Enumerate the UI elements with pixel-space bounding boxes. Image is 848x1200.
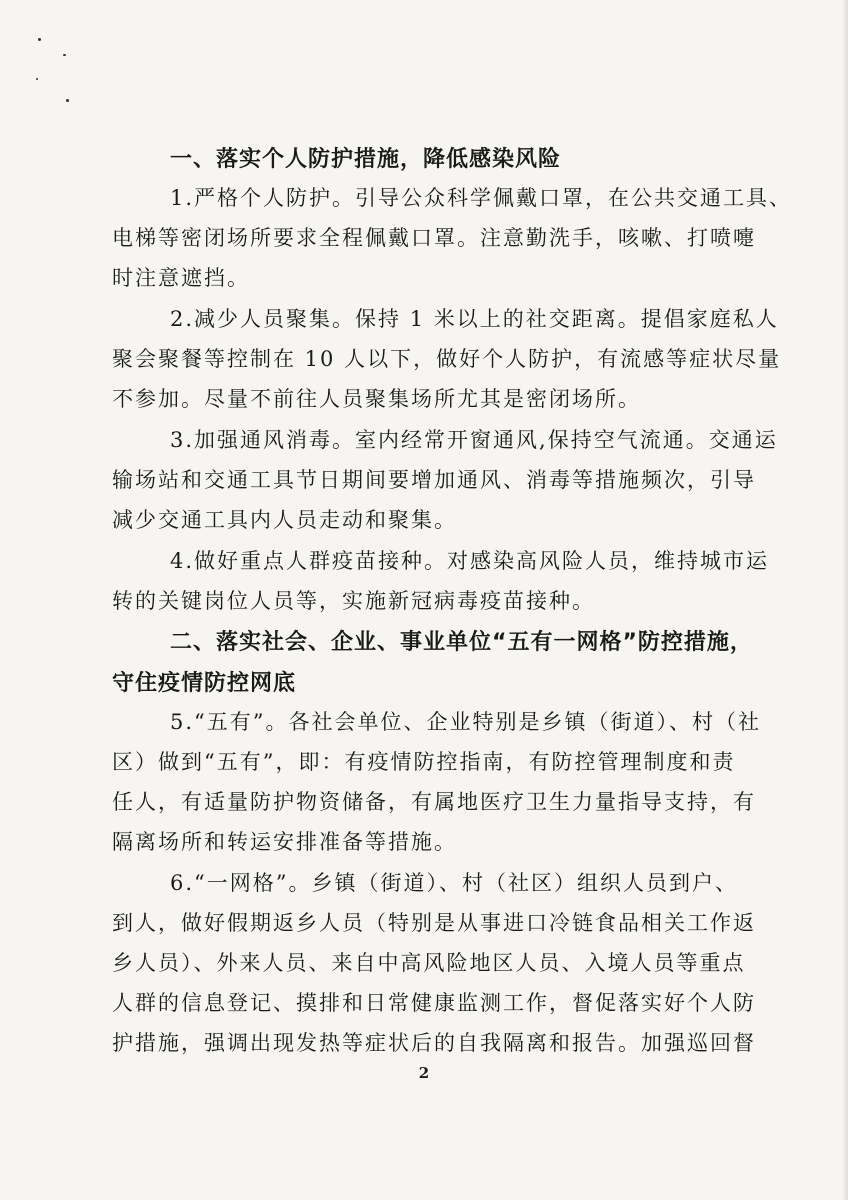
section-heading-1: 一、落实个人防护措施，降低感染风险	[170, 147, 562, 172]
section-heading-2-line-1: 二、落实社会、企业、事业单位“五有一网格”防控措施，	[170, 630, 753, 655]
paragraph-6-line-1: 6.“一网格”。乡镇（街道）、村（社区）组织人员到户、	[170, 871, 739, 895]
paragraph-1-line-3: 时注意遮挡。	[112, 266, 250, 290]
paragraph-5-line-1: 5.“五有”。各社会单位、企业特别是乡镇（街道）、村（社	[170, 710, 762, 734]
paragraph-6-line-4: 人群的信息登记、摸排和日常健康监测工作，督促落实好个人防	[112, 991, 756, 1015]
paragraph-2-line-3: 不参加。尽量不前往人员聚集场所尤其是密闭场所。	[112, 387, 641, 411]
page-number: 2	[418, 1064, 430, 1082]
paragraph-1-line-1: 1.严格个人防护。引导公众科学佩戴口罩，在公共交通工具、	[170, 186, 793, 210]
paragraph-3-line-2: 输场站和交通工具节日期间要增加通风、消毒等措施频次，引导	[112, 468, 756, 492]
scan-speck	[38, 38, 41, 41]
paragraph-6-line-2: 到人，做好假期返乡人员（特别是从事进口冷链食品相关工作返	[112, 911, 756, 935]
paragraph-4-line-1: 4.做好重点人群疫苗接种。对感染高风险人员，维持城市运	[170, 549, 770, 573]
scan-speck	[66, 99, 69, 102]
paragraph-4-line-2: 转的关键岗位人员等，实施新冠病毒疫苗接种。	[112, 589, 595, 613]
paragraph-3-line-3: 减少交通工具内人员走动和聚集。	[112, 508, 457, 532]
paragraph-5-line-2: 区）做到“五有”，即：有疫情防控指南，有防控管理制度和责	[112, 750, 736, 774]
scan-speck	[36, 78, 38, 80]
paragraph-2-line-2: 聚会聚餐等控制在 10 人以下，做好个人防护，有流感等症状尽量	[112, 347, 782, 371]
paragraph-5-line-4: 隔离场所和转运安排准备等措施。	[112, 830, 457, 854]
paragraph-3-line-1: 3.加强通风消毒。室内经常开窗通风,保持空气流通。交通运	[170, 428, 778, 452]
paragraph-2-line-1: 2.减少人员聚集。保持 1 米以上的社交距离。提倡家庭私人	[170, 307, 779, 331]
paragraph-5-line-3: 任人，有适量防护物资储备，有属地医疗卫生力量指导支持，有	[112, 790, 756, 814]
paragraph-1-line-2: 电梯等密闭场所要求全程佩戴口罩。注意勤洗手，咳嗽、打喷嚏	[112, 226, 756, 250]
paragraph-6-line-5: 护措施，强调出现发热等症状后的自我隔离和报告。加强巡回督	[112, 1031, 756, 1055]
scan-speck	[63, 54, 66, 56]
scan-edge-shadow	[842, 0, 848, 1200]
paragraph-6-line-3: 乡人员）、外来人员、来自中高风险地区人员、入境人员等重点	[112, 951, 746, 975]
section-heading-2-line-2: 守住疫情防控网底	[112, 671, 297, 696]
